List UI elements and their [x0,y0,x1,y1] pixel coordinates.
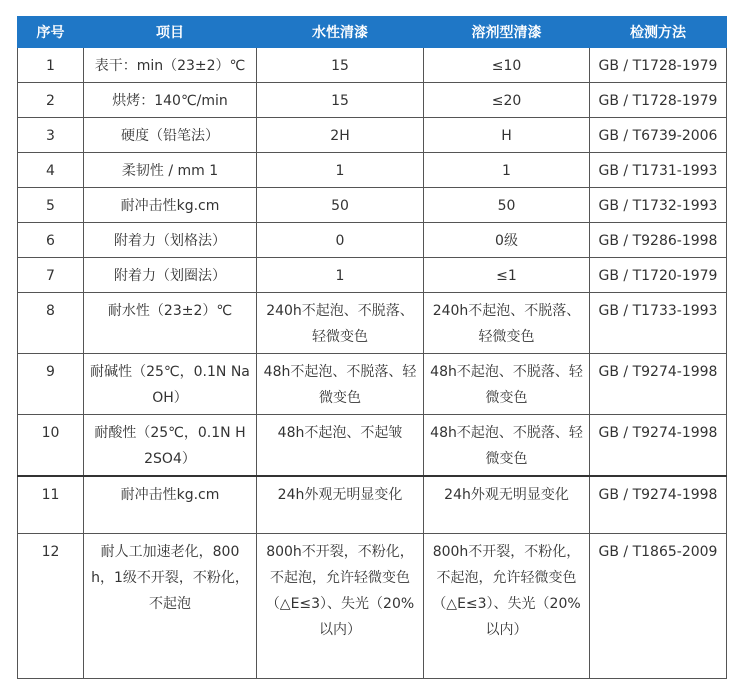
cell-item: 耐冲击性kg.cm [84,476,257,534]
cell-index: 9 [18,354,84,415]
cell-method: GB / T1728-1979 [590,83,727,118]
cell-method: GB / T9274-1998 [590,476,727,534]
cell-method: GB / T1733-1993 [590,293,727,354]
cell-solvent: 50 [424,188,590,223]
header-solvent: 溶剂型清漆 [424,17,590,48]
cell-solvent: H [424,118,590,153]
table-row [18,534,727,679]
cell-waterborne: 1 [257,258,424,293]
cell-item: 附着力（划格法） [84,223,257,258]
cell-method: GB / T1731-1993 [590,153,727,188]
cell-method: GB / T9274-1998 [590,415,727,477]
cell-solvent: 0级 [424,223,590,258]
cell-method: GB / T9286-1998 [590,223,727,258]
cell-index: 4 [18,153,84,188]
cell-waterborne: 1 [257,153,424,188]
cell-solvent: 800h不开裂，不粉化，不起泡，允许轻微变色（△E≤3）、失光（20%以内） [424,534,590,679]
cell-index: 11 [18,476,84,534]
cell-item: 耐酸性（25℃，0.1N H2SO4） [84,415,257,477]
cell-item: 耐碱性（25℃，0.1N NaOH） [84,354,257,415]
cell-index: 10 [18,415,84,477]
cell-waterborne: 48h不起泡、不起皱 [257,415,424,477]
cell-index: 8 [18,293,84,354]
cell-solvent: 48h不起泡、不脱落、轻微变色 [424,354,590,415]
cell-solvent: ≤1 [424,258,590,293]
header-method: 检测方法 [590,17,727,48]
table-row [18,354,727,415]
table-row [18,153,727,188]
table-row [18,415,727,477]
cell-solvent: 48h不起泡、不脱落、轻微变色 [424,415,590,477]
cell-solvent: ≤20 [424,83,590,118]
cell-solvent: ≤10 [424,48,590,83]
cell-method: GB / T9274-1998 [590,354,727,415]
cell-item: 烘烤：140℃/min [84,83,257,118]
table-row [18,188,727,223]
cell-solvent: 240h不起泡、不脱落、轻微变色 [424,293,590,354]
cell-item: 附着力（划圈法） [84,258,257,293]
cell-waterborne: 48h不起泡、不脱落、轻微变色 [257,354,424,415]
cell-waterborne: 15 [257,83,424,118]
cell-method: GB / T1865-2009 [590,534,727,679]
cell-solvent: 24h外观无明显变化 [424,476,590,534]
cell-index: 6 [18,223,84,258]
table-header-row [18,17,727,48]
cell-index: 7 [18,258,84,293]
cell-waterborne: 800h不开裂，不粉化，不起泡，允许轻微变色 （△E≤3）、失光（20%以内） [257,534,424,679]
cell-index: 12 [18,534,84,679]
header-index: 序号 [18,17,84,48]
coating-spec-table [17,16,727,679]
cell-waterborne: 0 [257,223,424,258]
cell-waterborne: 24h外观无明显变化 [257,476,424,534]
cell-waterborne: 15 [257,48,424,83]
cell-index: 3 [18,118,84,153]
cell-method: GB / T1732-1993 [590,188,727,223]
cell-index: 1 [18,48,84,83]
cell-method: GB / T1728-1979 [590,48,727,83]
header-waterborne: 水性清漆 [257,17,424,48]
table-row [18,476,727,534]
cell-item: 耐水性（23±2）℃ [84,293,257,354]
cell-item: 表干：min（23±2）℃ [84,48,257,83]
cell-item: 硬度（铅笔法） [84,118,257,153]
cell-waterborne: 2H [257,118,424,153]
table-row [18,258,727,293]
header-item: 项目 [84,17,257,48]
cell-item: 柔韧性 / mm 1 [84,153,257,188]
cell-waterborne: 240h不起泡、不脱落、轻微变色 [257,293,424,354]
cell-waterborne: 50 [257,188,424,223]
cell-solvent: 1 [424,153,590,188]
table-row [18,83,727,118]
table-row [18,293,727,354]
cell-index: 2 [18,83,84,118]
table-row [18,118,727,153]
cell-item: 耐冲击性kg.cm [84,188,257,223]
table-container [17,16,727,679]
table-row [18,48,727,83]
cell-method: GB / T6739-2006 [590,118,727,153]
cell-method: GB / T1720-1979 [590,258,727,293]
cell-index: 5 [18,188,84,223]
cell-item: 耐人工加速老化，800h，1级不开裂，不粉化，不起泡 [84,534,257,679]
table-row [18,223,727,258]
